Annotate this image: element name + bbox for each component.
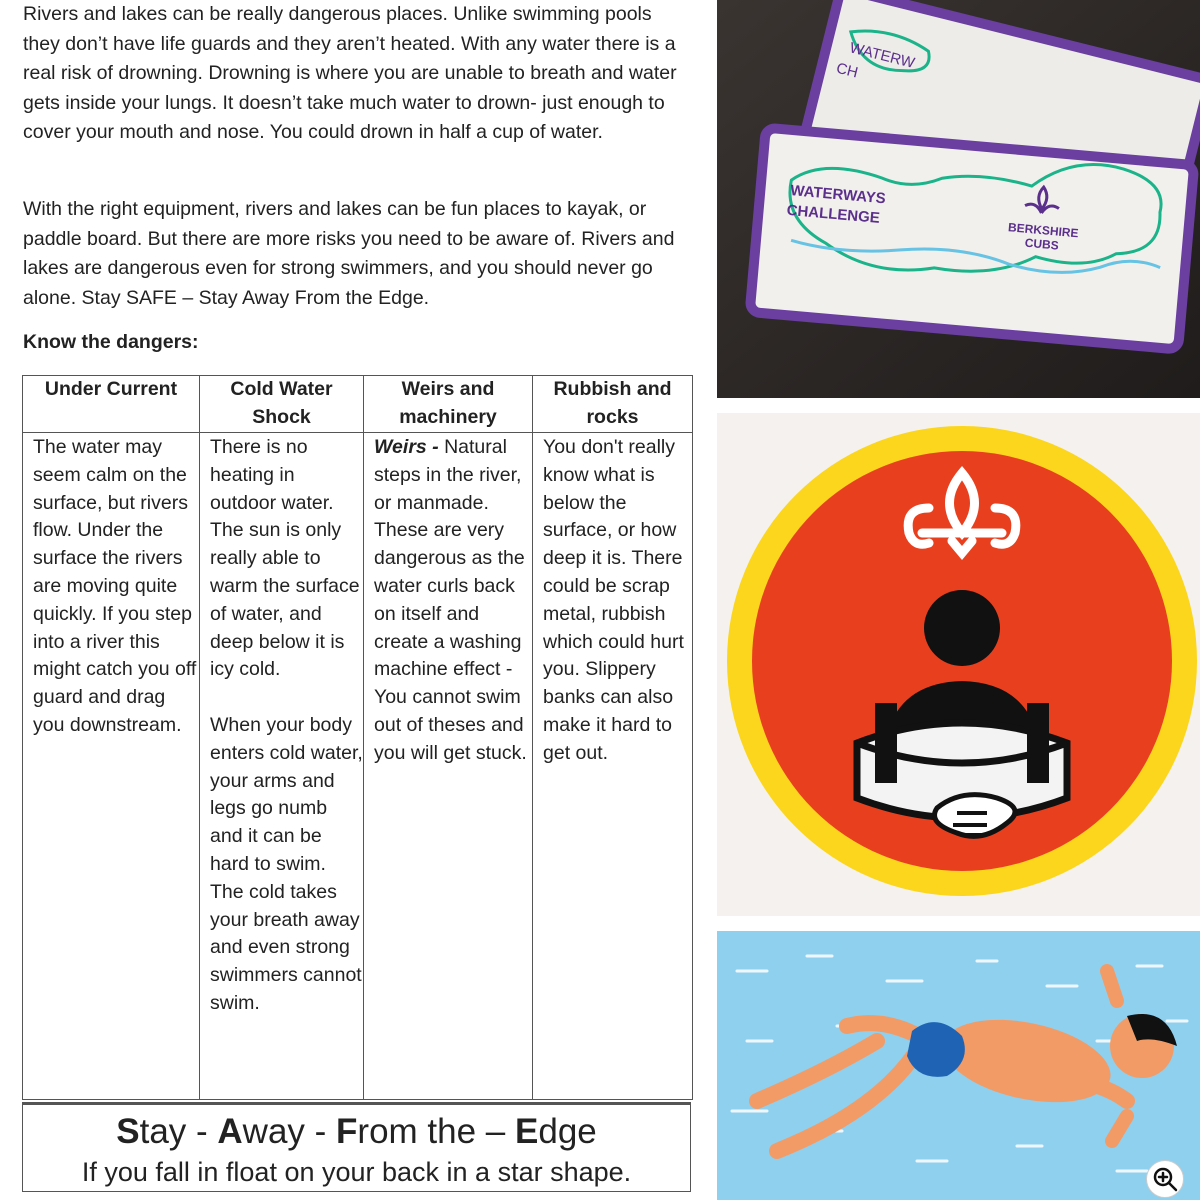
zoom-in-icon[interactable]: [1146, 1160, 1184, 1198]
cold-water-text-2: When your body enters cold water, your arms and legs go numb and it can be hard to swim. The cold takes your breath away and even strong swimmers cannot swim.: [210, 713, 363, 1014]
svg-text:WATERWAYS: WATERWAYS: [789, 182, 887, 208]
cell-weirs: [364, 433, 533, 1100]
header-rubbish: Rubbish and rocks: [533, 376, 693, 433]
scout-swimmer-badge: [717, 413, 1200, 916]
header-weirs: Weirs and machinery: [364, 376, 533, 433]
cell-rubbish: You don't really know what is below the surface, or how deep it is. There could be scrap metal, rubbish which could hurt you. Slippery banks can also make it hard to get out.: [533, 433, 693, 1100]
dangers-heading: Know the dangers:: [23, 331, 199, 353]
safety-footer: [22, 1102, 691, 1192]
header-cold-water-shock: Cold Water Shock: [200, 376, 364, 433]
floating-swimmer-illustration: [717, 931, 1200, 1200]
paragraph-spacer: [210, 684, 363, 712]
svg-text:CH: CH: [834, 59, 860, 82]
dangers-table: [22, 375, 693, 1100]
cell-under-current: The water may seem calm on the surface, but rivers flow. Under the surface the rivers are moving quite quickly. If you step into a river this might catch you off guard and drag you downstream.: [23, 433, 200, 1100]
float-advice: If you fall in float on your back in a star shape.: [81, 1157, 632, 1187]
cold-water-text-1: There is no heating in outdoor water. The sun is only really able to warm the surface of water, and deep below it is icy cold.: [210, 436, 360, 681]
svg-text:BERKSHIRE: BERKSHIRE: [1007, 220, 1080, 241]
table-header-row: [23, 376, 693, 433]
svg-text:CUBS: CUBS: [1024, 235, 1060, 253]
table-row: [23, 433, 693, 1100]
intro-paragraph-2: With the right equipment, rivers and lakes can be fun places to kayak, or paddle board. But there are more risks you need to be aware of. Rivers and lakes are dangerous even for strong swimmers, and you should never go alone. Stay SAFE – Stay Away From the Edge.: [23, 198, 675, 309]
weirs-label: Weirs -: [374, 436, 439, 458]
waterways-patch-photo: [717, 0, 1200, 398]
header-under-current: Under Current: [23, 376, 200, 433]
intro-paragraph-1: Rivers and lakes can be really dangerous places. Unlike swimming pools they don’t have life guards and they aren’t heated. With any water there is a real risk of drowning. Drowning is where you are unable to breath and water gets inside your lungs. It doesn’t take much water to drown- just enough to cover your mouth and nose. You could drown in half a cup of water.: [23, 3, 677, 143]
svg-text:CHALLENGE: CHALLENGE: [785, 201, 881, 227]
safe-slogan: Stay - Away - From the – Edge: [116, 1112, 597, 1151]
svg-text:WATERW: WATERW: [847, 39, 917, 72]
cell-cold-water-shock: [200, 433, 364, 1100]
weirs-text: Natural steps in the river, or manmade. These are very dangerous as the water curls back on itself and create a washing machine effect - You cannot swim out of theses and you will get stuck.: [374, 436, 527, 764]
